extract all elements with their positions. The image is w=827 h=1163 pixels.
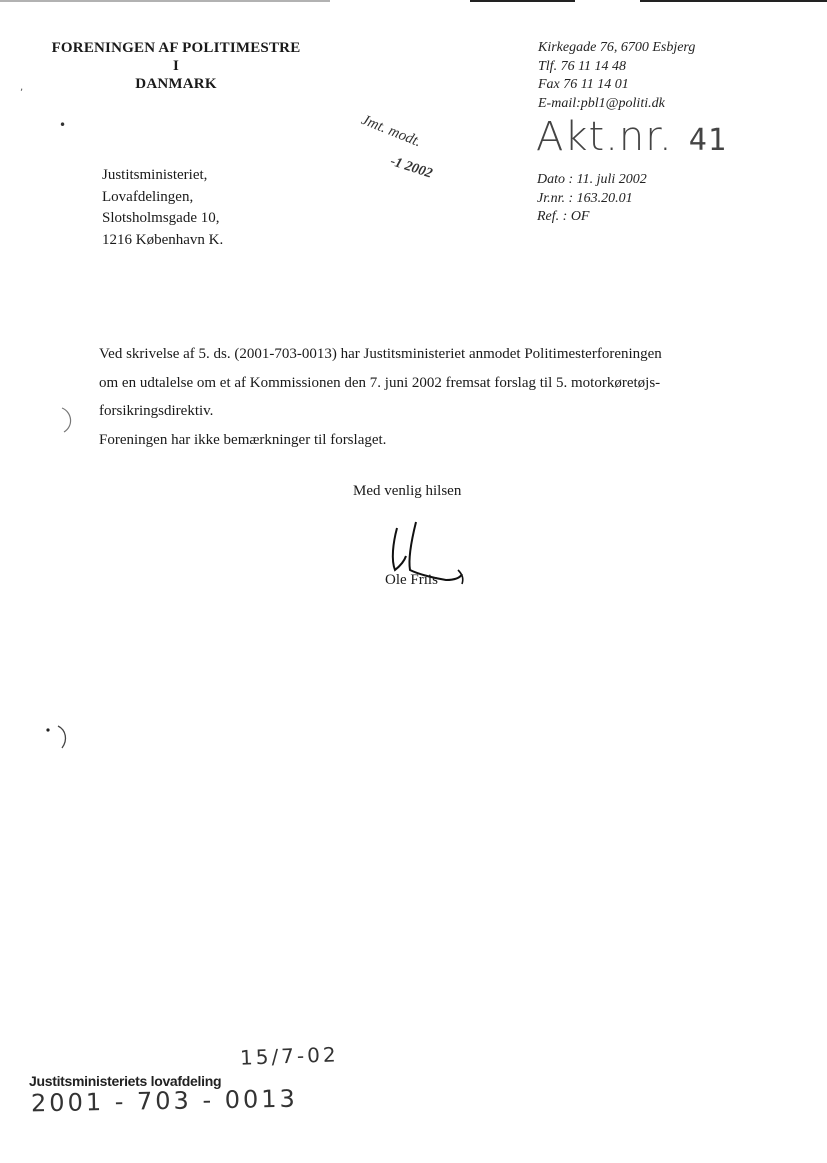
letter-body — [99, 340, 749, 454]
body-line: forsikringsdirektiv. — [99, 403, 214, 419]
case-number-label: Akt.nr. — [536, 114, 673, 160]
sender-email: E-mail:pbl1@politi.dk — [538, 95, 665, 111]
recipient-department: Lovafdelingen, — [102, 188, 194, 205]
sender-letterhead — [38, 39, 314, 93]
case-number-stamp — [536, 114, 727, 160]
case-number-value: 41 — [688, 123, 727, 158]
sender-name: FORENINGEN AF POLITIMESTRE — [51, 40, 301, 56]
punch-hole-mark — [44, 722, 74, 752]
recipient-address — [102, 165, 223, 251]
sender-fax: Fax 76 11 14 01 — [538, 77, 629, 92]
handwritten-case-number: 2001 - 703 - 0013 — [30, 1084, 299, 1118]
body-line: om en udtalelse om et af Kommissionen den 7. juni 2002 fremsat forslag til 5. motorkøretøjs- — [99, 374, 661, 391]
recipient-city: 1216 København K. — [102, 231, 224, 248]
recipient-name: Justitsministeriet, — [102, 167, 208, 183]
scan-speck: , — [20, 82, 24, 93]
body-line: Foreningen har ikke bemærkninger til forslaget. — [99, 431, 387, 448]
sender-address: Kirkegade 76, 6700 Esbjerg — [538, 40, 696, 55]
ref-date: Dato : 11. juli 2002 — [537, 172, 647, 187]
punch-hole-mark — [58, 404, 78, 436]
body-line: Ved skrivelse af 5. ds. (2001-703-0013) har Justitsministeriet anmodet Politimesterforeningen — [99, 346, 662, 362]
sender-country: DANMARK — [135, 76, 217, 92]
received-stamp-date: -1 2002 — [388, 154, 435, 182]
reference-block — [537, 171, 647, 227]
scan-speck: • — [59, 118, 67, 132]
recipient-street: Slotsholmsgade 10, — [102, 210, 220, 226]
closing-greeting: Med venlig hilsen — [353, 483, 462, 499]
department-stamp: Justitsministeriets lovafdeling — [29, 1073, 222, 1089]
sender-phone: Tlf. 76 11 14 48 — [538, 58, 627, 74]
ref-journal-number: Jr.nr. : 163.20.01 — [537, 190, 633, 206]
sender-contact — [538, 39, 695, 113]
sender-connector: I — [172, 58, 180, 74]
handwritten-received-date: 15/7-02 — [239, 1042, 339, 1070]
scan-edge — [0, 0, 827, 3]
ref-initials: Ref. : OF — [537, 209, 590, 224]
received-stamp: Jmt. modt. — [359, 112, 424, 151]
signer-name: Ole Friis — [385, 572, 438, 588]
